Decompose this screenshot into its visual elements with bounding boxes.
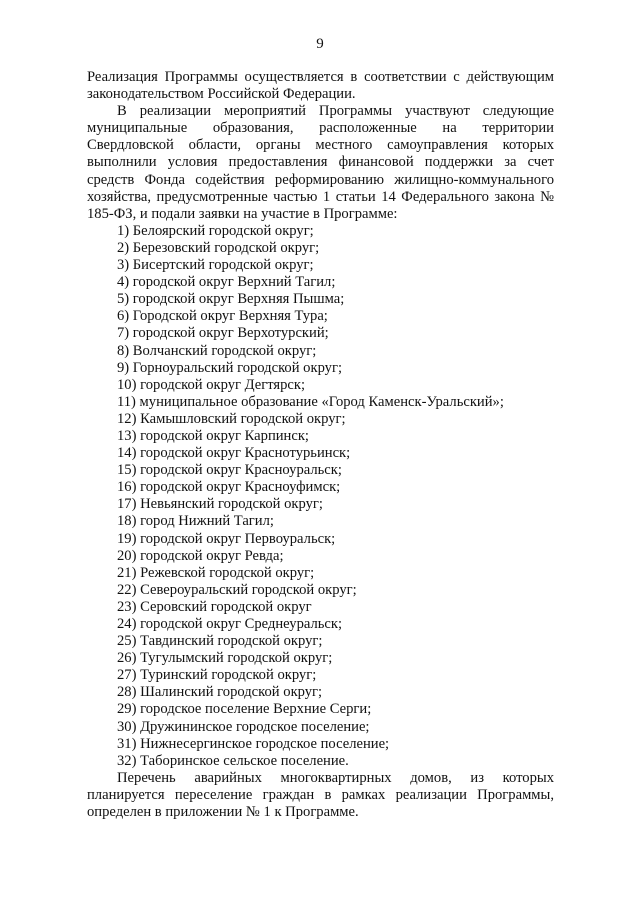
list-item: 21) Режевской городской округ; <box>117 564 315 581</box>
list-item: 29) городское поселение Верхние Серги; <box>117 701 372 718</box>
list-item: 14) городской округ Краснотурьинск; <box>117 445 351 462</box>
list-item: 11) муниципальное образование «Город Каменск-Уральский»; <box>117 393 504 410</box>
list-item: 8) Волчанский городской округ; <box>117 342 317 359</box>
list-item: 30) Дружининское городское поселение; <box>117 718 370 735</box>
list-item: 19) городской округ Первоуральск; <box>117 530 336 547</box>
list-item: 26) Тугулымский городской округ; <box>117 650 333 667</box>
list-item: 20) городской округ Ревда; <box>117 547 284 564</box>
list-item: 25) Тавдинский городской округ; <box>117 633 323 650</box>
list-item: 23) Серовский городской округ <box>117 598 312 615</box>
list-item: 6) Городской округ Верхняя Тура; <box>117 308 328 325</box>
list-item: 7) городской округ Верхотурский; <box>117 325 329 342</box>
list-item: 22) Североуральский городской округ; <box>117 581 357 598</box>
list-item: 2) Березовский городской округ; <box>117 239 320 256</box>
list-item: 31) Нижнесергинское городское поселение; <box>117 735 390 752</box>
list-item: 12) Камышловский городской округ; <box>117 410 346 427</box>
paragraph-participants: В реализации мероприятий Программы участвуют следующие муниципальные образования, расположенные на территории Свердловской области, органы местного самоуправления которых выполнили условия предоставления финансовой поддержки за счет средств Фонда содействия реформированию жилищно-коммунального хозяйства, предусмотренные частью 1 статьи 14 Федерального закона № 185-ФЗ, и подали заявки на участие в Программе: <box>87 103 554 222</box>
list-item: 1) Белоярский городской округ; <box>117 222 314 239</box>
list-item: 9) Горноуральский городской округ; <box>117 359 343 376</box>
list-item: 3) Бисертский городской округ; <box>117 257 314 274</box>
municipality-list <box>87 223 554 770</box>
list-item: 24) городской округ Среднеуральск; <box>117 616 343 632</box>
list-item: 32) Таборинское сельское поселение. <box>117 752 349 769</box>
list-item: 17) Невьянский городской округ; <box>117 496 323 513</box>
list-item: 28) Шалинский городской округ; <box>117 684 323 701</box>
list-item: 10) городской округ Дегтярск; <box>117 376 306 393</box>
list-item: 18) город Нижний Тагил; <box>117 513 274 530</box>
paragraph-implementation: Реализация Программы осуществляется в соответствии с действующим законодательством Российской Федерации. <box>87 69 554 103</box>
document-body <box>87 69 554 821</box>
list-item: 15) городской округ Красноуральск; <box>117 462 342 479</box>
page-number: 9 <box>316 36 324 52</box>
list-item: 16) городской округ Красноуфимск; <box>117 479 341 496</box>
list-item: 5) городской округ Верхняя Пышма; <box>117 291 345 308</box>
paragraph-housing-list: Перечень аварийных многоквартирных домов, из которых планируется переселение граждан в рамках реализации Программы, определен в приложении № 1 к Программе. <box>87 769 554 821</box>
list-item: 13) городской округ Карпинск; <box>117 427 309 444</box>
list-item: 27) Туринский городской округ; <box>117 667 317 684</box>
list-item: 4) городской округ Верхний Тагил; <box>117 274 336 291</box>
